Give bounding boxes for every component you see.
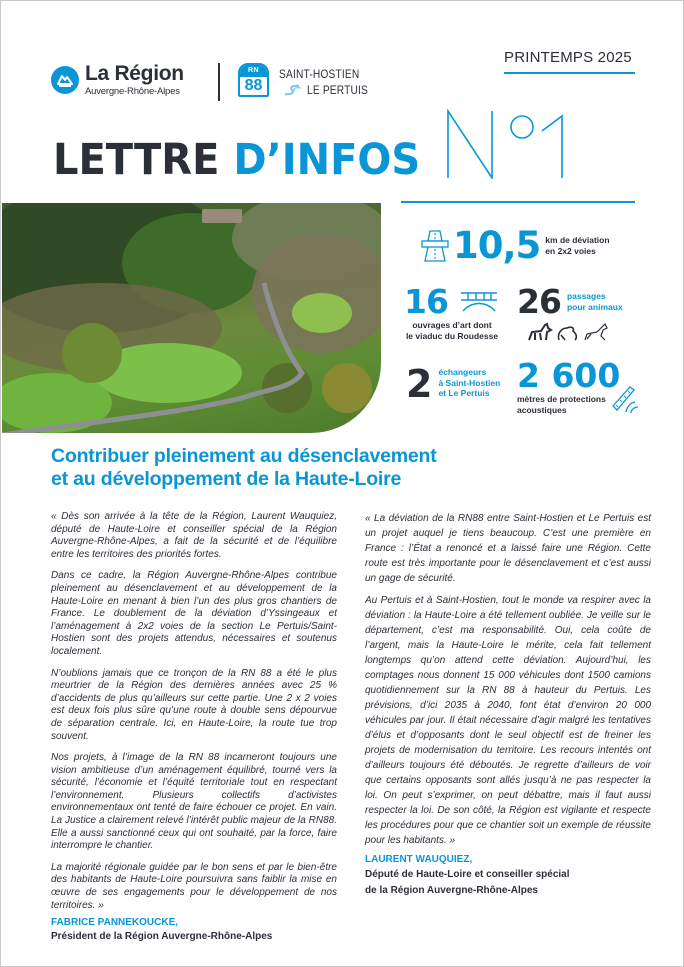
bridge-icon (460, 291, 498, 313)
stat-structures (404, 282, 500, 341)
noise-barrier-icon (610, 384, 640, 414)
stat-value: 10,5 (453, 224, 541, 267)
paragraph: La majorité régionale guidée par le bon sens et par le bien-être des habitants de Haute-Loire poursuivra sans faiblir la mise en œuvre de ses engagements pour le développement de nos territoires. » (51, 861, 337, 911)
road-curve-icon (284, 84, 302, 96)
stat-label: km de déviation (545, 234, 610, 245)
article-headline (51, 445, 437, 492)
stat-label: à Saint-Hostien (438, 377, 501, 388)
region-mountain-icon (51, 66, 79, 94)
title-part2: D’INFOS (233, 135, 421, 185)
stats-top-rule (401, 201, 635, 203)
stat-deviation-km (421, 224, 610, 267)
stat-label: échangeurs (438, 367, 487, 377)
page-title (53, 135, 421, 185)
paragraph: « Dès son arrivée à la tête de la Région, Laurent Wauquiez, député de Haute-Loire et conseiller spécial de la Région Auvergne-Rhône-Alpes, a fait de la sécurité et de l’équilibre entre les territoires des priorités fortes. (51, 511, 337, 560)
paragraph: Dans ce cadre, la Région Auvergne-Rhône-Alpes contribue pleinement au désenclavement et au développement de la Haute-Loire en menant à bien l’un des plus gros chantiers de France. Le doublement de la déviation d’Yssingeaux et l’aménagement à 2x2 voies de la section Le Pertuis/Saint-Hostien sont des projets attendus, nécessaires et soutenus localement. (51, 570, 337, 657)
stat-label: et Le Pertuis (438, 388, 490, 399)
right-column-quote (365, 511, 651, 898)
stat-value: 26 (517, 282, 561, 321)
route-name-line2: LE PERTUIS (307, 83, 369, 97)
signature-name: LAURENT WAUQUIEZ, (365, 854, 473, 865)
logo-divider (218, 63, 220, 101)
route-badge (238, 63, 269, 97)
stat-label: passages (566, 290, 606, 301)
signature-name: FABRICE PANNEKOUCKE, (51, 917, 179, 929)
stat-value: 2 600 (517, 356, 621, 395)
paragraph: « La déviation de la RN88 entre Saint-Hostien et Le Pertuis est un projet auquel je tiens beaucoup. C’est une première en France : l’État a renoncé et a laissé faire une Région. Cette route est très importante pour le désenclavement et c’est aussi un gage de sécurité. (365, 513, 651, 584)
season-underline (504, 72, 635, 74)
stat-value: 16 (404, 282, 448, 321)
stat-label: ouvrages d’art dont (412, 320, 492, 330)
signature-role: de la Région Auvergne-Rhône-Alpes (365, 884, 538, 896)
paragraph: Nos projets, à l’image de la RN 88 incarneront toujours une vision ambitieuse d’un aménagement équilibré, tourné vers la sécurité, l’économie et l’équité territoriale tout en respectant l’environnement. Plusieurs collectifs d’activistes environnementaux ont tenté de faire échouer ce projet. En vain. La Justice a clairement relevé l’intérêt public majeur de la RN88. Elle a aussi sanctionné ceux qui ont souhaité, par la force, faire interrompre le chantier. (51, 752, 337, 852)
paragraph: N’oublions jamais que ce tronçon de la RN 88 a été le plus meurtrier de la Région des dernières années avec 25 % d’accidents de plus qu’ailleurs sur cette partie. Une 2 x 2 voies est deux fois plus sûre qu’une route à double sens dépourvue de séparation centrale. Ici, en Haute-Loire, la route tue trop souvent. (51, 667, 337, 742)
title-part1: LETTRE (53, 135, 220, 185)
stat-label: mètres de protections (517, 394, 606, 404)
road-landscape-photo (2, 203, 381, 433)
logo-subtitle: Auvergne-Rhône-Alpes (85, 86, 180, 97)
stat-label: le viaduc du Roudesse (405, 330, 499, 341)
route-badge-number: 88 (244, 77, 263, 94)
stat-wildlife-crossings (517, 282, 623, 347)
stat-value: 2 (406, 362, 432, 406)
paragraph: Au Pertuis et à Saint-Hostien, tout le monde va respirer avec la déviation : la Haute-Loire a été tellement oubliée. Je veille sur le département, c’est ma responsabilité. Oui, cela coûte de l’argent, mais la Haute-Loire le mérite, cela fait tellement longtemps qu’on attend cette déviation. Aujourd’hui, les comptages nous donnent 15 000 véhicules dont 1500 camions quotidiennement sur la RN 88 à hauteur du Pertuis. Les prévisions, d’ici 2035 à 2040, font état d’environ 20 000 véhicules par jour. Il était nécessaire d’agir malgré les tentatives d’élus et d’opposants dont le seul objectif est de freiner les projets de modernisation du territoire. Les recours intentés ont d’ailleurs toujours été déboutés. Je regrette d’ailleurs de voir que certains opposants sont allés jusqu’à ne pas respecter la loi. On peut s’exprimer, on peut débattre, mais il faut aussi respecter la loi. De son côté, la Région est vigilante et respecte les procédures pour que ce chantier soit un exemple de réussite pour les habitants. » (365, 595, 651, 846)
left-column-quote (51, 511, 337, 943)
highway-icon (421, 229, 449, 263)
stat-acoustic-protection (517, 356, 640, 415)
signature-role: Député de Haute-Loire et conseiller spécial (365, 869, 570, 880)
animals-icon (527, 322, 611, 342)
logo-title: La Région (85, 62, 184, 85)
route-name-line1: SAINT-HOSTIEN (279, 67, 360, 81)
stat-label: en 2x2 voies (545, 245, 596, 256)
region-logo (51, 63, 184, 97)
issue-season: PRINTEMPS 2025 (504, 49, 632, 66)
stat-label: acoustiques (517, 404, 567, 415)
signature-role: Président de la Région Auvergne-Rhône-Alpes (51, 930, 273, 942)
route-badge-top: RN (240, 65, 267, 77)
issue-number (446, 109, 566, 179)
headline-line2: et au développement de la Haute-Loire (51, 468, 402, 491)
stat-interchanges (406, 362, 501, 406)
headline-line1: Contribuer pleinement au désenclavement (51, 445, 437, 467)
stat-label: pour animaux (566, 301, 623, 312)
